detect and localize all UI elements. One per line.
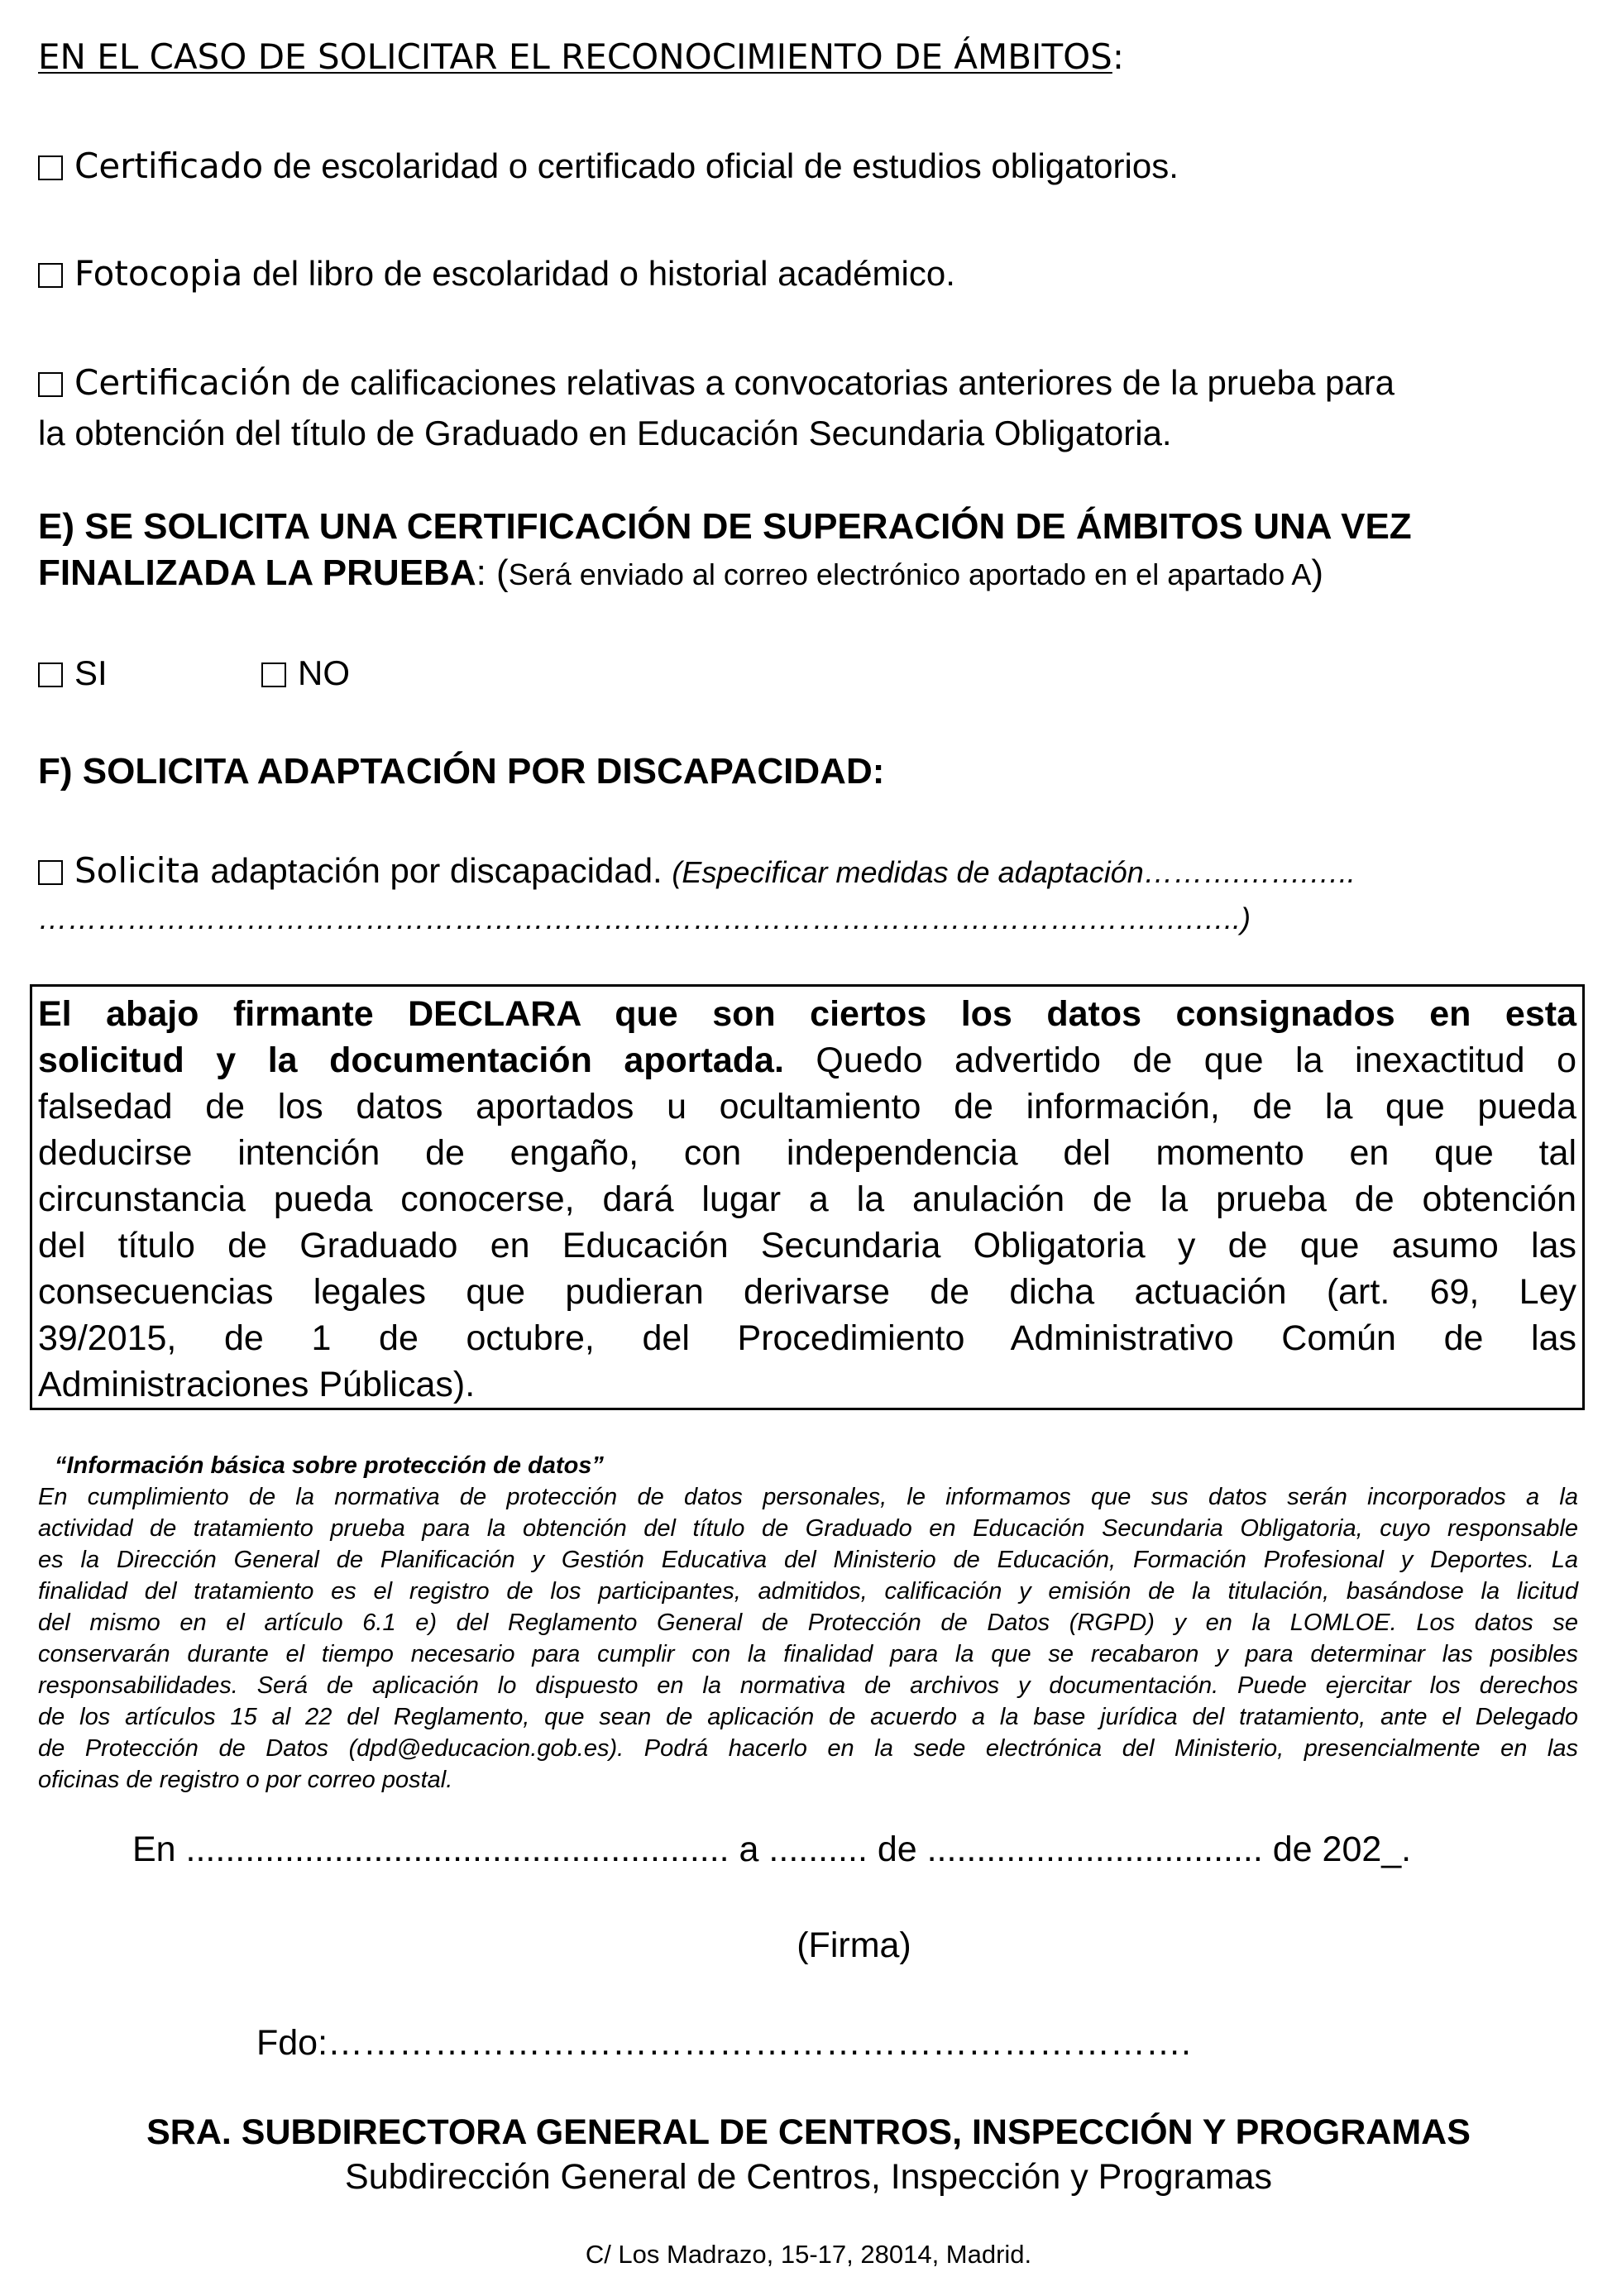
section-e-note-close: ) xyxy=(1311,552,1324,593)
section-f-item-rest: adaptación por discapacidad. xyxy=(200,851,663,890)
ambitos-item-3-line2: la obtención del título de Graduado en Educación Secundaria Obligatoria. xyxy=(38,414,1172,452)
section-f-title: F) SOLICITA ADAPTACIÓN POR DISCAPACIDAD: xyxy=(38,751,885,792)
declaration-line-2 xyxy=(38,1040,1576,1081)
ambitos-item-3-first: Certificación xyxy=(74,362,292,403)
declaration-line-9: Administraciones Públicas). xyxy=(38,1365,476,1404)
declaration-line-1: El abajo firmante DECLARA que son ciertos los datos consignados en esta xyxy=(38,994,1576,1034)
addressee: SRA. SUBDIRECTORA GENERAL DE CENTROS, INSPECCIÓN Y PROGRAMAS xyxy=(146,2112,1471,2152)
data-protection-line-3: es la Dirección General de Planificación y Gestión Educativa del Ministerio de Educación, Formación Profesional y Deportes. La xyxy=(38,1547,1578,1573)
ambitos-item-3-rest: de calificaciones relativas a convocatorias anteriores de la prueba para xyxy=(291,363,1395,402)
option-no[interactable] xyxy=(261,653,350,693)
option-no-label: NO xyxy=(298,653,350,692)
data-protection-line-10: oficinas de registro o por correo postal. xyxy=(38,1767,453,1793)
section-f-note: (Especificar medidas de adaptación……….…….….. xyxy=(672,855,1356,889)
data-protection-line-6: conservarán durante el tiempo necesario para cumplir con la finalidad para la que se recabaron y para determinar las posibles xyxy=(38,1641,1578,1667)
section-f-item-first: Solicita xyxy=(74,850,201,891)
option-si[interactable] xyxy=(38,653,108,693)
data-protection-line-9: de Protección de Datos (dpd@educacion.gob.es). Podrá hacerlo en la sede electrónica del Ministerio, presencialmente en las xyxy=(38,1735,1578,1762)
section-e-title-line2 xyxy=(38,552,1323,594)
section-e-title-line1: E) SE SOLICITA UNA CERTIFICACIÓN DE SUPERACIÓN DE ÁMBITOS UNA VEZ xyxy=(38,506,1412,547)
section-f-note-line2: …………………………………………………………………………………………….…….….…..) xyxy=(38,902,1251,935)
fdo-line[interactable]: Fdo:………………………………………………………………. xyxy=(256,2023,1191,2063)
checkbox-fotocopia-libro[interactable] xyxy=(38,263,63,288)
ambitos-heading xyxy=(38,36,1124,77)
ambitos-item-3 xyxy=(38,362,1395,403)
checkbox-no[interactable] xyxy=(261,662,286,687)
data-protection-line-5: del mismo en el artículo 6.1 e) del Reglamento General de Protección de Datos (RGPD) y en la LOMLOE. Los datos se xyxy=(38,1610,1578,1636)
data-protection-line-7: responsabilidades. Será de aplicación lo dispuesto en la normativa de archivos y documentación. Puede ejercitar los derechos xyxy=(38,1672,1578,1699)
firma-label: (Firma) xyxy=(797,1925,911,1965)
section-e-colon: : ( xyxy=(476,552,509,593)
ambitos-heading-colon: : xyxy=(1112,36,1124,77)
ambitos-item-2-first: Fotocopia xyxy=(74,253,243,294)
section-f-item xyxy=(38,850,1356,891)
checkbox-adaptacion[interactable] xyxy=(38,860,63,885)
checkbox-certificacion-calificaciones[interactable] xyxy=(38,372,63,397)
declaration-line-8: 39/2015, de 1 de octubre, del Procedimiento Administrativo Común de las xyxy=(38,1318,1576,1358)
checkbox-si[interactable] xyxy=(38,662,63,687)
data-protection-line-1: En cumplimiento de la normativa de protección de datos personales, le informamos que sus datos serán incorporados a la xyxy=(38,1484,1578,1510)
data-protection-line-8: de los artículos 15 al 22 del Reglamento, que sean de aplicación de acuerdo a la base jurídica del tratamiento, ante el Delegado xyxy=(38,1704,1578,1730)
declaration-line-3: falsedad de los datos aportados u ocultamiento de información, de la que pueda xyxy=(38,1087,1576,1126)
option-si-label: SI xyxy=(74,653,108,692)
addressee-address: C/ Los Madrazo, 15-17, 28014, Madrid. xyxy=(585,2240,1032,2269)
ambitos-item-1-first: Certificado xyxy=(74,146,264,186)
section-e-note: Será enviado al correo electrónico aportado en el apartado A xyxy=(508,557,1312,591)
ambitos-item-2 xyxy=(38,253,955,294)
declaration-line-2-bold: solicitud y la documentación aportada. xyxy=(38,1040,784,1080)
declaration-line-5: circunstancia pueda conocerse, dará lugar a la anulación de la prueba de obtención xyxy=(38,1179,1576,1219)
ambitos-item-1-rest: de escolaridad o certificado oficial de estudios obligatorios. xyxy=(263,146,1179,185)
section-e-title-line2-text: FINALIZADA LA PRUEBA xyxy=(38,552,476,593)
place-date-line[interactable]: En ....................................................... a .......... de .................................. de 202_. xyxy=(132,1830,1412,1869)
checkbox-certificado-escolaridad[interactable] xyxy=(38,155,63,180)
declaration-line-2-rest: Quedo advertido de que la inexactitud o xyxy=(816,1040,1576,1080)
declaration-line-6: del título de Graduado en Educación Secundaria Obligatoria y de que asumo las xyxy=(38,1226,1576,1265)
ambitos-heading-text: EN EL CASO DE SOLICITAR EL RECONOCIMIENTO DE ÁMBITOS xyxy=(38,36,1112,77)
declaration-line-7: consecuencias legales que pudieran derivarse de dicha actuación (art. 69, Ley xyxy=(38,1272,1576,1312)
ambitos-item-1 xyxy=(38,146,1179,186)
data-protection-title: “Información básica sobre protección de datos” xyxy=(55,1452,604,1479)
addressee-unit: Subdirección General de Centros, Inspección y Programas xyxy=(345,2157,1272,2197)
ambitos-item-2-rest: del libro de escolaridad o historial académico. xyxy=(242,254,955,293)
data-protection-line-2: actividad de tratamiento prueba para la obtención del título de Graduado en Educación Secundaria Obligatoria, cuyo responsable xyxy=(38,1515,1578,1542)
data-protection-line-4: finalidad del tratamiento es el registro de los participantes, admitidos, calificación y emisión de la titulación, basándose la licitud xyxy=(38,1578,1578,1605)
declaration-line-4: deducirse intención de engaño, con independencia del momento en que tal xyxy=(38,1133,1576,1173)
